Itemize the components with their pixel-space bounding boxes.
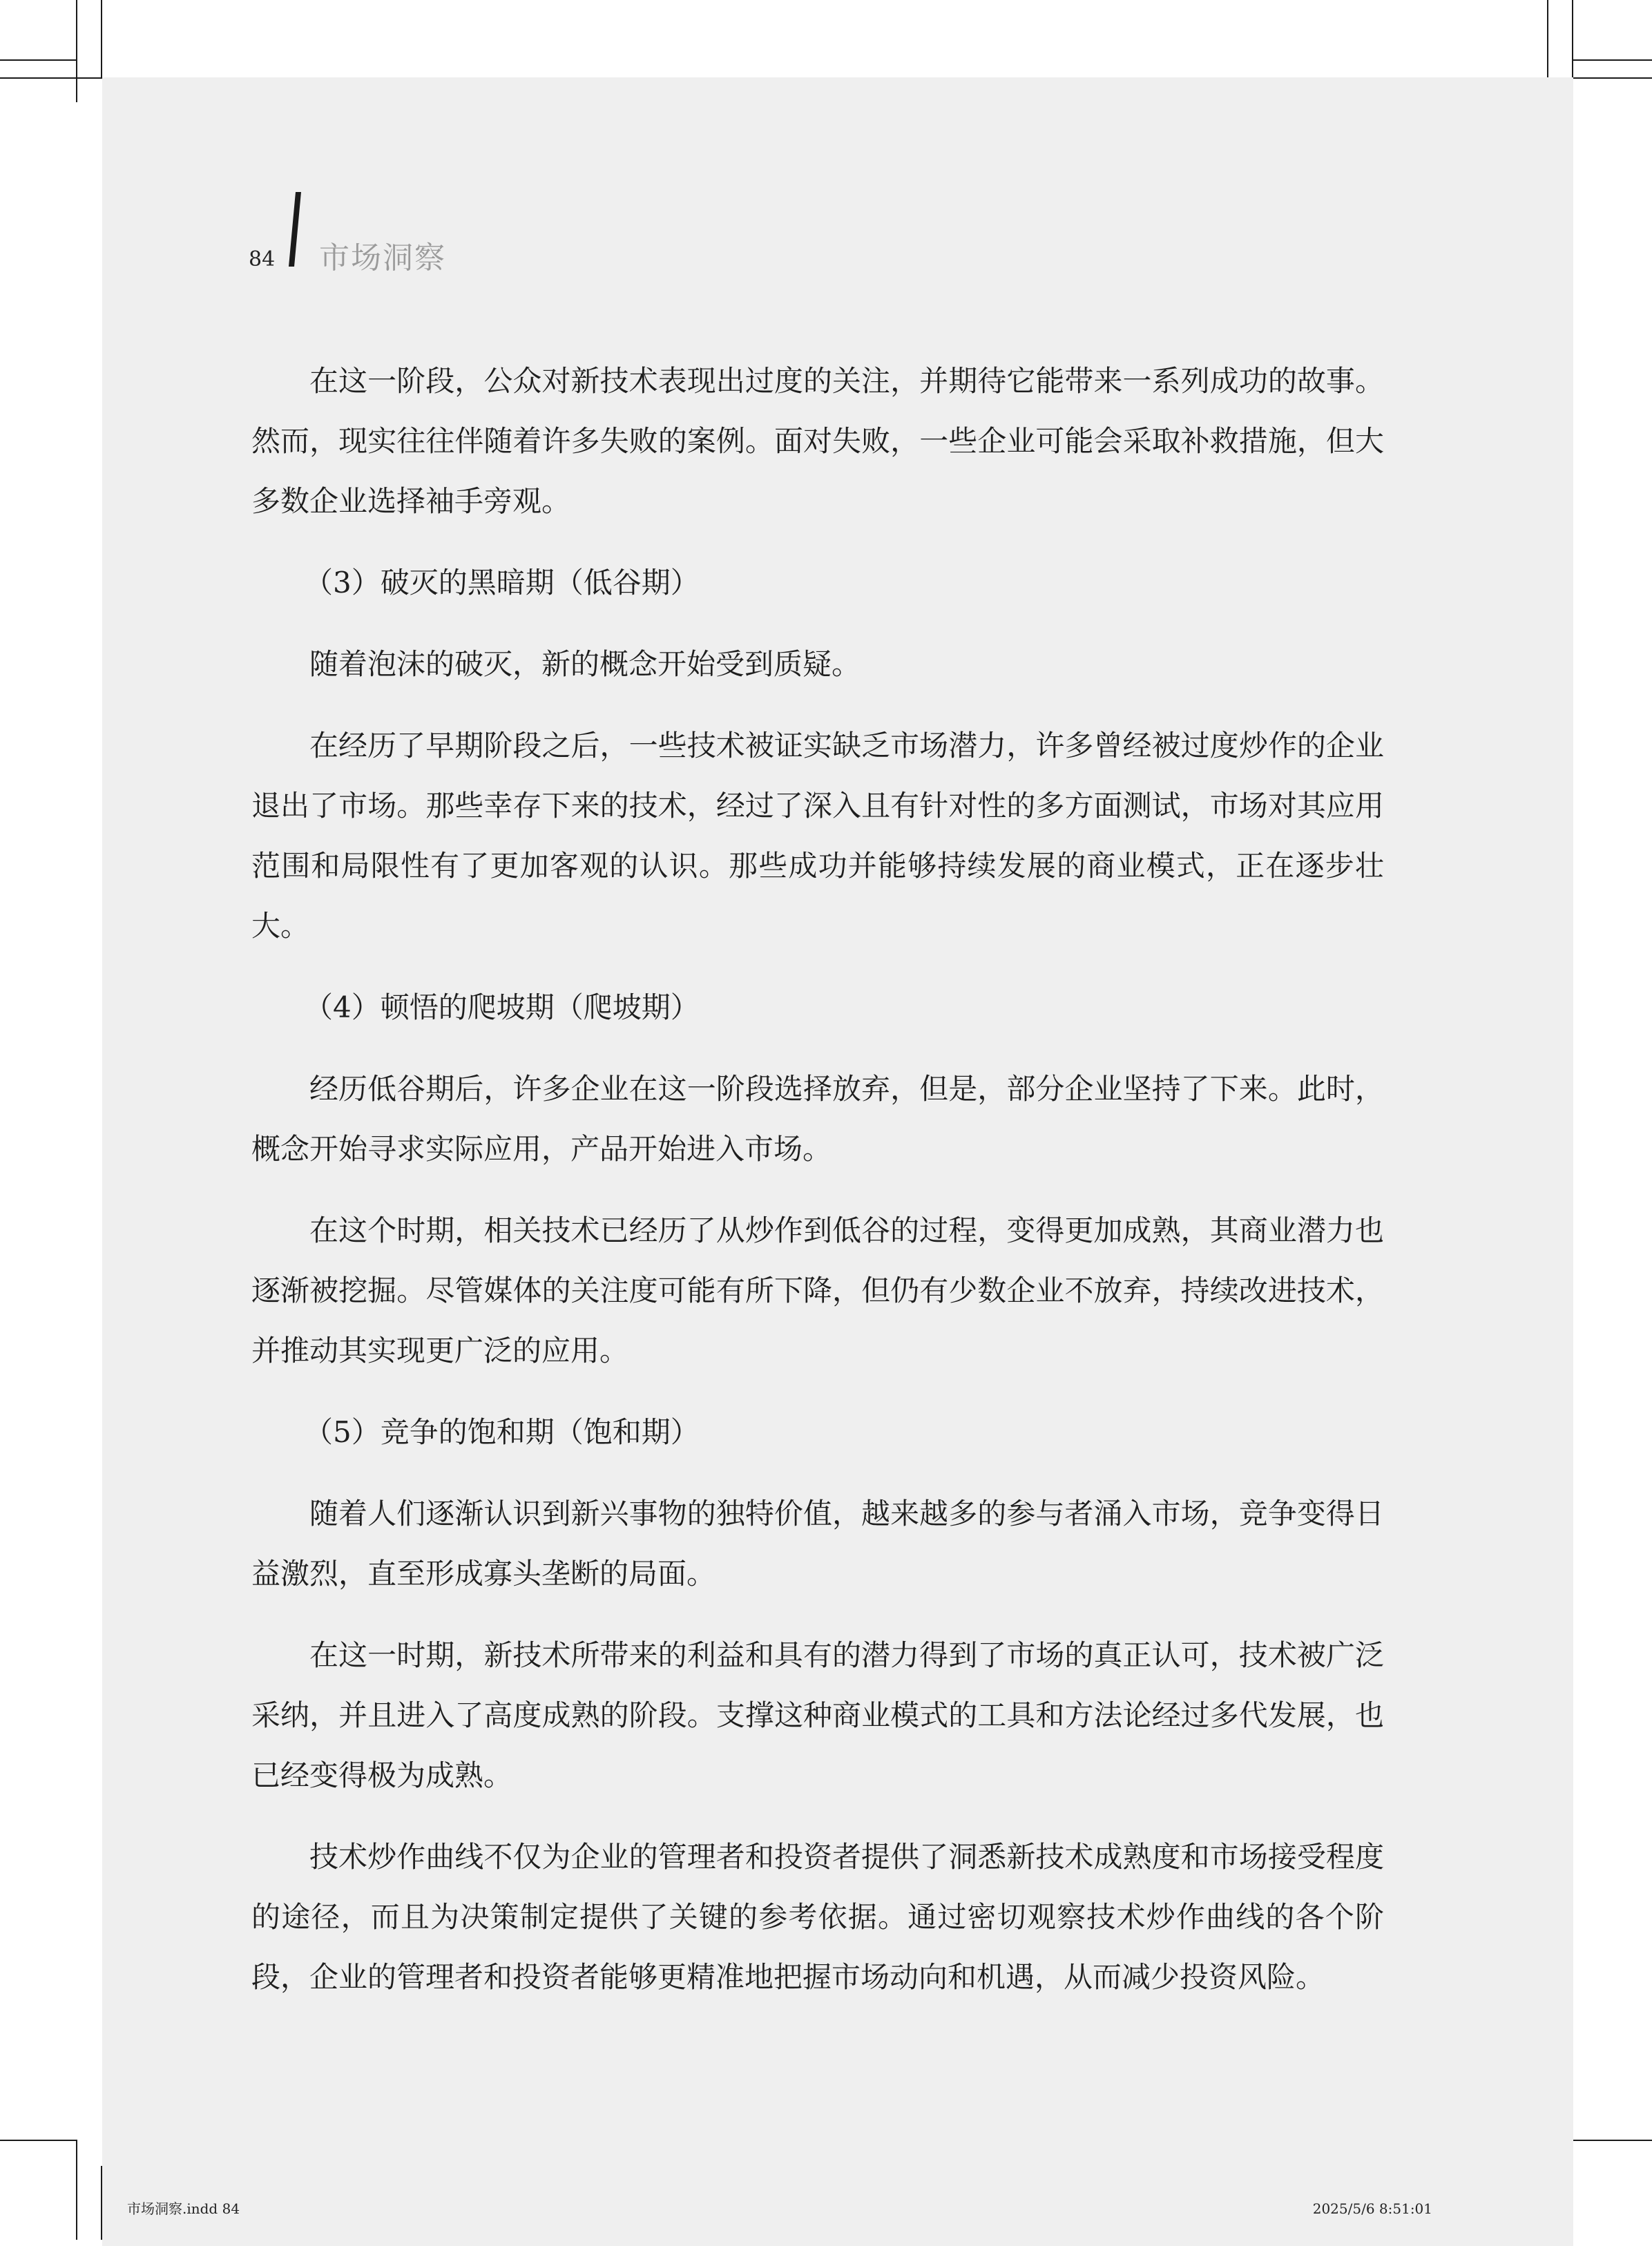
crop-mark [0,77,102,79]
file-slug: 市场洞察.indd 84 [127,2200,240,2217]
paragraph: 随着人们逐渐认识到新兴事物的独特价值，越来越多的参与者涌入市场，竞争变得日益激烈，直至形成寡头垄断的局面。 [251,1497,1384,1591]
crop-mark [1572,0,1573,77]
body-text [251,351,1384,2028]
print-timestamp: 2025/5/6 8:51:01 [1312,2200,1432,2217]
paragraph: 随着泡沫的破灭，新的概念开始受到质疑。 [309,647,861,681]
crop-mark [1573,2140,1652,2141]
crop-mark [101,0,102,77]
paragraph: 在这一时期，新技术所带来的利益和具有的潜力得到了市场的真正认可，技术被广泛采纳，并且进入了高度成熟的阶段。支撑这种商业模式的工具和方法论经过多代发展，也已经变得极为成熟。 [251,1638,1384,1792]
header-slash-icon [289,192,301,267]
section-heading: （3）破灭的黑暗期（低谷期） [304,566,700,599]
paragraph: 在经历了早期阶段之后，一些技术被证实缺乏市场潜力，许多曾经被过度炒作的企业退出了市场。那些幸存下来的技术，经过了深入且有针对性的多方面测试，市场对其应用范围和局限性有了更加客观的认识。那些成功并能够持续发展的商业模式，正在逐步壮大。 [251,729,1384,943]
crop-mark [1573,59,1652,61]
running-title: 市场洞察 [319,240,446,276]
paragraph: 在这一阶段，公众对新技术表现出过度的关注，并期待它能带来一系列成功的故事。然而，现实往往伴随着许多失败的案例。面对失败，一些企业可能会采取补救措施，但大多数企业选择袖手旁观。 [251,364,1384,518]
paragraph: 在这个时期，相关技术已经历了从炒作到低谷的过程，变得更加成熟，其商业潜力也逐渐被挖掘。尽管媒体的关注度可能有所下降，但仍有少数企业不放弃，持续改进技术，并推动其实现更广泛的应用。 [251,1213,1384,1367]
section-heading: （4）顿悟的爬坡期（爬坡期） [304,990,700,1024]
crop-mark [0,59,76,61]
paragraph: 技术炒作曲线不仅为企业的管理者和投资者提供了洞悉新技术成熟度和市场接受程度的途径，而且为决策制定提供了关键的参考依据。通过密切观察技术炒作曲线的各个阶段，企业的管理者和投资者能够更精准地把握市场动向和机遇，从而减少投资风险。 [251,1840,1384,1994]
page-number: 84 [249,247,276,271]
crop-mark [0,2140,76,2141]
crop-mark [76,2140,77,2240]
paragraph: 经历低谷期后，许多企业在这一阶段选择放弃，但是，部分企业坚持了下来。此时，概念开始寻求实际应用，产品开始进入市场。 [251,1072,1384,1166]
crop-mark [76,0,77,102]
section-heading: （5）竞争的饱和期（饱和期） [304,1415,700,1449]
